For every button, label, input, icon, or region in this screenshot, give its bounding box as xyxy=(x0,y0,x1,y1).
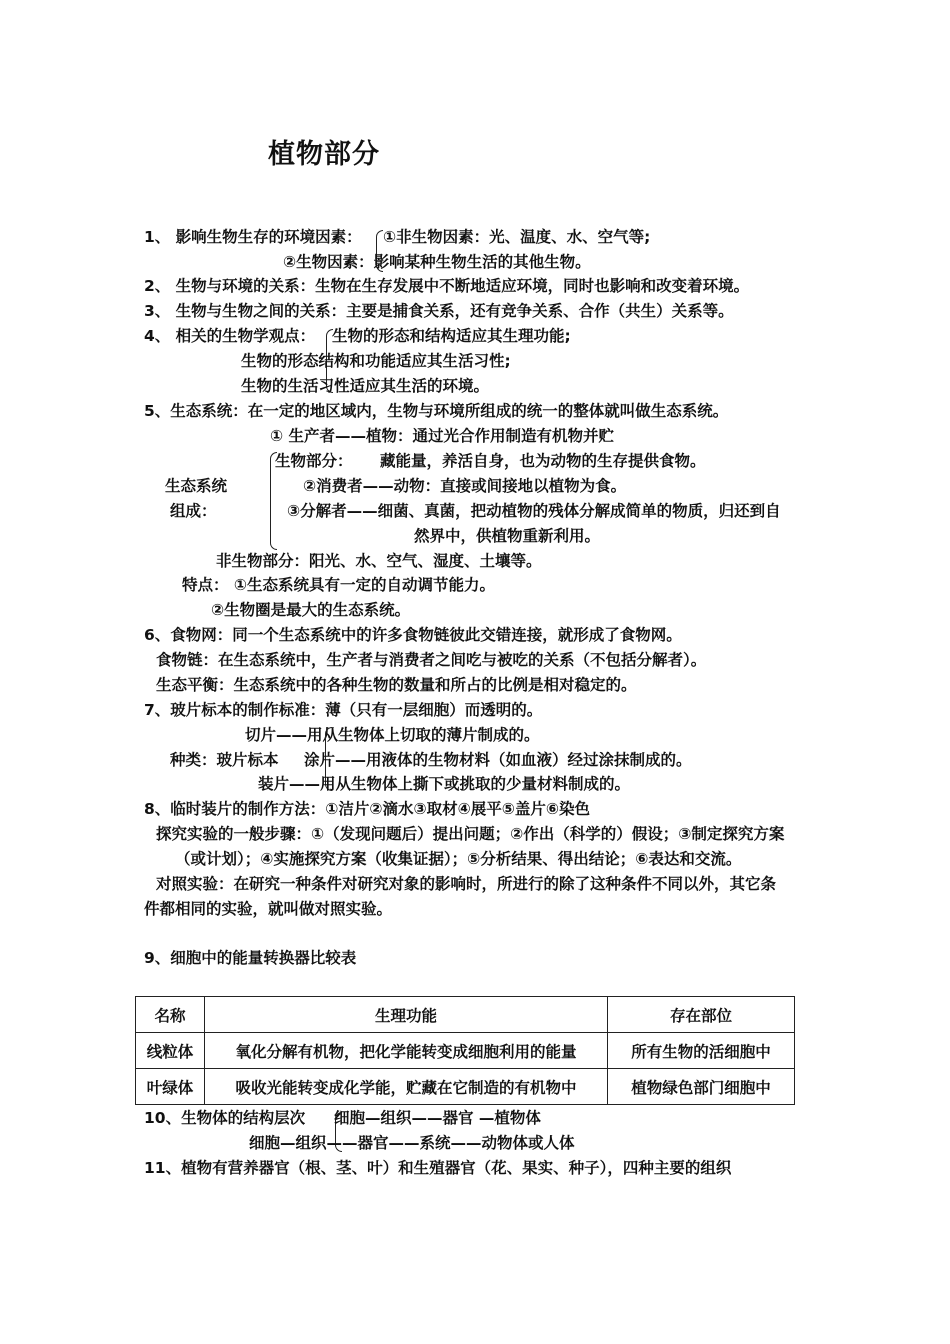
section-11: 11、植物有营养器官（根、茎、叶）和生殖器官（花、果实、种子），四种主要的组织 xyxy=(144,1159,732,1177)
section-4-item-3: 生物的生活习性适应其生活的环境。 xyxy=(241,377,490,395)
table-header-cell: 名称 xyxy=(136,997,205,1033)
inquiry-steps-line-2: （或计划）；④实施探究方案（收集证据）；⑤分析结果、得出结论；⑥表达和交流。 xyxy=(175,850,742,868)
table-header-cell: 生理功能 xyxy=(205,997,608,1033)
section-8: 8、临时装片的制作方法：①洁片②滴水③取材④展平⑤盖片⑥染色 xyxy=(144,800,591,818)
section-3: 3、 生物与生物之间的关系：主要是捕食关系，还有竞争关系、合作（共生）关系等。 xyxy=(144,302,734,320)
table-row xyxy=(136,1069,795,1105)
energy-converter-table xyxy=(135,996,795,1105)
table-cell: 所有生物的活细胞中 xyxy=(608,1033,795,1069)
table-cell: 吸收光能转变成化学能，贮藏在它制造的有机物中 xyxy=(205,1069,608,1105)
features-line-1: 特点： ①生态系统具有一定的自动调节能力。 xyxy=(182,576,496,594)
consumer-line: ②消费者——动物：直接或间接地以植物为食。 xyxy=(303,477,627,495)
table-cell: 线粒体 xyxy=(136,1033,205,1069)
producer-line: ① 生产者——植物：通过光合作用制造有机物并贮 xyxy=(270,427,615,445)
abiotic-line: 非生物部分：阳光、水、空气、湿度、土壤等。 xyxy=(216,552,542,570)
producer-line-cont: 藏能量，养活自身，也为动物的生存提供食物。 xyxy=(380,452,706,470)
decomposer-line: ③分解者——细菌、真菌，把动植物的残体分解成简单的物质，归还到自 xyxy=(287,502,781,520)
section-5: 5、生态系统：在一定的地区域内，生物与环境所组成的统一的整体就叫做生态系统。 xyxy=(144,402,729,420)
slide-type-1: 切片——用从生物体上切取的薄片制成的。 xyxy=(245,726,540,744)
page-title: 植物部分 xyxy=(268,139,380,170)
biotic-label: 生物部分： xyxy=(275,452,353,470)
section-10-heading: 10、生物体的结构层次 xyxy=(144,1109,306,1127)
section-7: 7、玻片标本的制作标准：薄（只有一层细胞）而透明的。 xyxy=(144,701,543,719)
section-1-heading: 1、 影响生物生存的环境因素： xyxy=(144,228,362,246)
features-line-2: ②生物圈是最大的生态系统。 xyxy=(211,601,411,619)
section-6: 6、食物网：同一个生态系统中的许多食物链彼此交错连接，就形成了食物网。 xyxy=(144,626,682,644)
section-4-item-1: 生物的形态和结构适应其生理功能; xyxy=(332,327,571,345)
ecosystem-label: 生态系统 xyxy=(165,477,228,495)
section-4-item-2: 生物的形态结构和功能适应其生活习性; xyxy=(241,352,511,370)
table-row xyxy=(136,1033,795,1069)
control-experiment-line-2: 件都相同的实验，就叫做对照实验。 xyxy=(144,900,393,918)
plant-levels-line: 细胞—组织——器官 —植物体 xyxy=(334,1109,541,1127)
table-cell: 叶绿体 xyxy=(136,1069,205,1105)
table-header-cell: 存在部位 xyxy=(608,997,795,1033)
food-chain-line: 食物链：在生态系统中，生产者与消费者之间吃与被吃的关系（不包括分解者）。 xyxy=(156,651,707,669)
section-4-heading: 4、 相关的生物学观点： xyxy=(144,327,316,345)
table-header-row xyxy=(136,997,795,1033)
ecological-balance-line: 生态平衡：生态系统中的各种生物的数量和所占的比例是相对稳定的。 xyxy=(156,676,637,694)
table-cell: 氧化分解有机物，把化学能转变成细胞利用的能量 xyxy=(205,1033,608,1069)
composition-label: 组成： xyxy=(170,502,217,520)
inquiry-steps-line-1: 探究实验的一般步骤：①（发现问题后）提出问题；②作出（科学的）假设；③制定探究方案 xyxy=(156,825,785,843)
decomposer-line-cont: 然界中，供植物重新利用。 xyxy=(414,527,601,545)
control-experiment-line-1: 对照实验：在研究一种条件对研究对象的影响时，所进行的除了这种条件不同以外，其它条 xyxy=(156,875,777,893)
slide-type-2: 涂片——用液体的生物材料（如血液）经过涂抹制成的。 xyxy=(304,751,692,769)
section-1-item-1: ①非生物因素：光、温度、水、空气等; xyxy=(383,228,651,246)
slide-type-3: 装片——用从生物体上撕下或挑取的少量材料制成的。 xyxy=(258,775,631,793)
section-9: 9、细胞中的能量转换器比较表 xyxy=(144,949,357,967)
slide-types-label: 种类：玻片标本 xyxy=(170,751,279,769)
section-2: 2、 生物与环境的关系：生物在生存发展中不断地适应环境，同时也影响和改变着环境。 xyxy=(144,277,750,295)
table-cell: 植物绿色部门细胞中 xyxy=(608,1069,795,1105)
animal-levels-line: 细胞—组织——器官——系统——动物体或人体 xyxy=(249,1134,575,1152)
section-1-item-2: ②生物因素：影响某种生物生活的其他生物。 xyxy=(283,253,591,271)
